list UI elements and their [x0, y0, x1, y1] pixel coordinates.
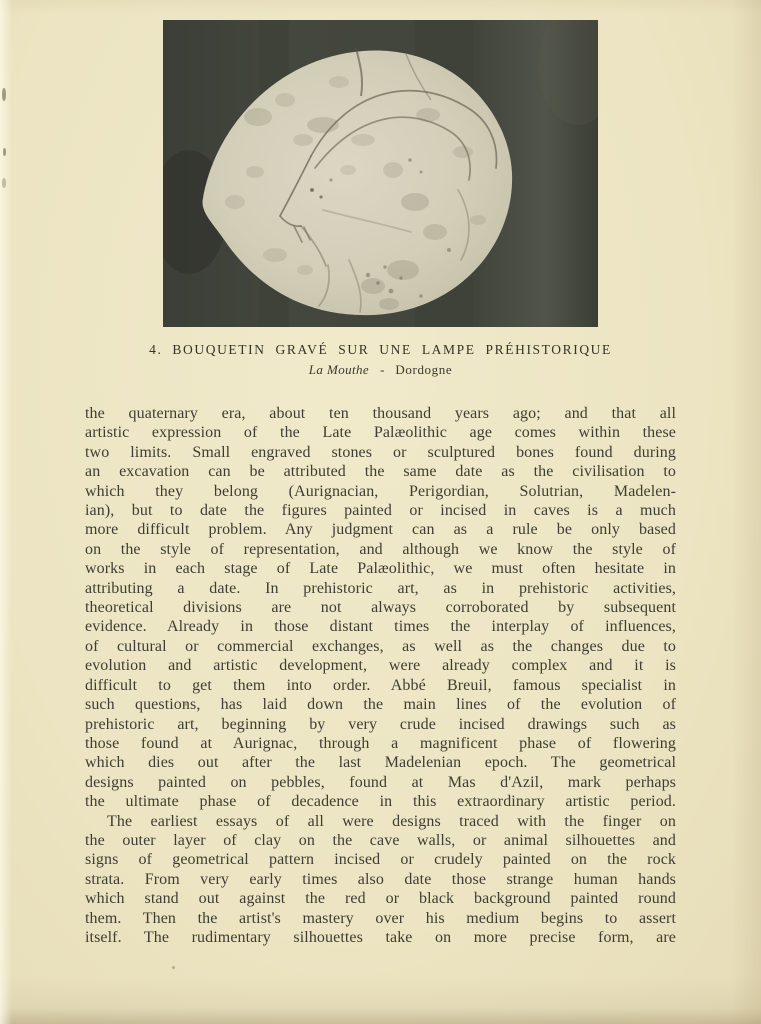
text-line: two limits. Small engraved stones or sculptured bones found during — [85, 443, 676, 461]
engraved-lamp-image — [163, 20, 598, 327]
caption-dash: - — [380, 362, 385, 377]
text-line: on the style of representation, and although we know the style of — [85, 540, 676, 558]
scan-edge-speck — [2, 178, 6, 188]
text-line: an excavation can be attributed the same date as the civilisation to — [85, 463, 676, 481]
text-line: the ultimate phase of decadence in this extraordinary artistic period. — [85, 793, 676, 811]
text-line: works in each stage of Late Palæolithic, we must often hesitate in — [85, 560, 676, 578]
text-line: which stand out against the red or black background painted round — [85, 890, 676, 908]
text-line: the outer layer of clay on the cave walls, or animal silhouettes and — [85, 831, 676, 849]
text-line: The earliest essays of all were designs traced with the finger on — [107, 812, 676, 830]
scan-edge-speck — [2, 88, 6, 101]
text-line: which they belong (Aurignacian, Perigordian, Solutrian, Madelen- — [85, 482, 676, 500]
text-line: those found at Aurignac, through a magnificent phase of flowering — [85, 734, 676, 752]
text-line: itself. The rudimentary silhouettes take on more precise form, are — [85, 928, 676, 946]
paragraph-earliest-essays — [85, 812, 676, 948]
text-line: attributing a date. In prehistoric art, as in prehistoric activities, — [85, 579, 676, 597]
text-line: artistic expression of the Late Palæolithic age comes within these — [85, 424, 676, 442]
text-line: prehistoric art, beginning by very crude incised drawings such as — [85, 715, 676, 733]
text-line: them. Then the artist's mastery over his medium begins to assert — [85, 909, 676, 927]
caption-region-name: Dordogne — [395, 362, 453, 377]
plate-photo — [163, 20, 598, 327]
text-line: designs painted on pebbles, found at Mas d'Azil, mark perhaps — [85, 773, 676, 791]
text-line: which dies out after the last Madelenian epoch. The geometrical — [85, 754, 676, 772]
paper-speck — [172, 966, 175, 969]
text-line: strata. From very early times also date those strange human hands — [85, 870, 676, 888]
figure-caption-location — [85, 362, 676, 378]
scan-edge-speck — [3, 148, 6, 156]
figure-caption-title: 4. BOUQUETIN GRAVÉ SUR UNE LAMPE PRÉHISTORIQUE — [149, 342, 612, 357]
text-line: theoretical divisions are not always corroborated by subsequent — [85, 599, 676, 617]
paragraph-dating-prehistoric-art — [85, 404, 676, 812]
text-line: the quaternary era, about ten thousand years ago; and that all — [85, 405, 676, 422]
text-line: signs of geometrical pattern incised or crudely painted on the rock — [85, 851, 676, 869]
paper-speck — [184, 703, 187, 706]
text-line: evidence. Already in those distant times the interplay of influences, — [85, 618, 676, 636]
text-line: more difficult problem. Any judgment can as a rule be only based — [85, 521, 676, 539]
text-line: ian), but to date the figures painted or incised in caves is a much — [85, 502, 676, 520]
text-line: such questions, has laid down the main lines of the evolution of — [85, 696, 676, 714]
body-text-column — [85, 404, 676, 947]
text-line: difficult to get them into order. Abbé Breuil, famous specialist in — [85, 676, 676, 694]
caption-site-name: La Mouthe — [308, 362, 370, 377]
text-line: evolution and artistic development, were already complex and it is — [85, 657, 676, 675]
text-line: of cultural or commercial exchanges, as well as the changes due to — [85, 637, 676, 655]
